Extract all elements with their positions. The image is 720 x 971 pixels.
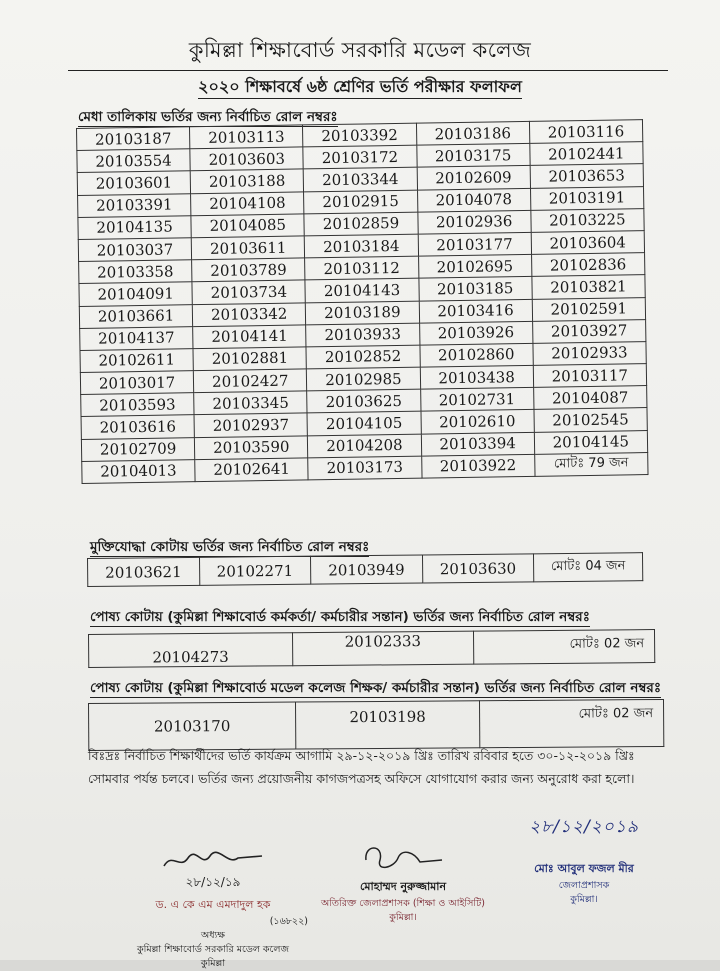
- roll-cell: 20103621: [88, 557, 200, 586]
- roll-cell: 20102852: [306, 345, 420, 369]
- merit-heading-text: মেধা তালিকায় ভর্তির জন্য নির্বাচিত রোল নম্বরঃ: [78, 109, 338, 125]
- roll-cell: 20103625: [307, 389, 421, 413]
- roll-cell: 20104137: [80, 326, 194, 350]
- roll-cell: 20104208: [308, 434, 422, 458]
- table-row: [89, 699, 664, 750]
- roll-cell: 20102836: [531, 253, 645, 277]
- roll-cell: 20102985: [307, 367, 421, 391]
- roll-cell: 20103185: [418, 277, 532, 301]
- roll-cell: 20103593: [81, 393, 195, 417]
- roll-cell: 20104108: [191, 191, 305, 215]
- roll-cell: 20102860: [420, 343, 534, 367]
- roll-cell: 20103391: [78, 193, 192, 217]
- adc-place: কুমিল্লা।: [389, 912, 417, 923]
- college-staff-heading: [90, 677, 661, 700]
- roll-cell: 20103416: [419, 299, 533, 323]
- roll-cell: 20102441: [530, 142, 644, 166]
- roll-cell: 20102333: [292, 631, 473, 666]
- roll-cell: 20103601: [77, 171, 191, 195]
- board-staff-roll-table: [88, 629, 655, 668]
- roll-cell: 20103170: [89, 702, 296, 750]
- roll-cell: 20104087: [533, 386, 647, 410]
- roll-cell: 20103345: [194, 391, 308, 415]
- roll-cell: 20103037: [78, 238, 192, 262]
- roll-cell: 20103604: [531, 231, 645, 255]
- board-staff-heading: [90, 606, 590, 629]
- roll-cell: 20103438: [420, 365, 534, 389]
- roll-cell: 20103789: [192, 258, 306, 282]
- roll-cell: 20103189: [306, 301, 420, 325]
- freedom-fighter-roll-table: [87, 552, 643, 587]
- principal-name: ড. এ কে এম এমদাদুল হক: [155, 898, 271, 911]
- roll-cell: 20103661: [79, 304, 193, 328]
- roll-cell: 20103927: [532, 319, 646, 343]
- roll-cell: 20102427: [194, 369, 308, 393]
- dc-title: জেলাপ্রশাসক: [558, 880, 610, 891]
- roll-cell: 20103173: [308, 456, 422, 480]
- notice-text: বিঃদ্রঃ নির্বাচিত শিক্ষার্থীদের ভর্তি কার্যক্রম আগামি ২৯-১২-২০১৯ খ্রিঃ তারিখ রবিবার হতে ৩০-১২-২০১৯ খ্রিঃ সোমবার পর্যন্ত চলবে। ভর্তির জন্য প্রয়োজনীয় কাগজপত্রসহ অফিসে যোগাযোগ করার জন্য অনুরোধ করা হলো।: [88, 748, 635, 786]
- merit-roll-table: [76, 119, 649, 484]
- roll-cell: 20103175: [416, 144, 530, 168]
- roll-cell: 20102591: [532, 297, 646, 321]
- roll-cell: 20103112: [305, 256, 419, 280]
- dc-name: মোঃ আবুল ফজল মীর: [534, 862, 634, 875]
- principal-org: কুমিল্লা শিক্ষাবোর্ড সরকারি মডেল কলেজ: [137, 944, 289, 955]
- roll-cell: 20102609: [417, 166, 531, 190]
- adc-title: অতিরিক্ত জেলাপ্রশাসক (শিক্ষা ও আইসিটি): [320, 898, 485, 909]
- dc-sign-date: ২৮/১২/২০১৯: [529, 817, 639, 837]
- roll-cell: 20103590: [195, 436, 309, 460]
- roll-cell: 20102545: [534, 408, 648, 432]
- principal-place: কুমিল্লা: [200, 958, 226, 969]
- roll-cell: 20104091: [79, 282, 193, 306]
- roll-cell: 20103394: [421, 432, 535, 456]
- adc-signature-mark: [358, 838, 448, 878]
- roll-cell: 20103116: [529, 120, 643, 144]
- roll-cell: 20103653: [530, 164, 644, 188]
- principal-signature-block: [108, 848, 318, 971]
- roll-cell: 20103187: [77, 127, 191, 151]
- total-cell: মোটঃ 02 জন: [473, 630, 654, 665]
- roll-cell: 20102731: [420, 388, 534, 412]
- roll-cell: 20103188: [190, 169, 304, 193]
- roll-cell: 20103225: [531, 208, 645, 232]
- roll-cell: 20102695: [418, 254, 532, 278]
- roll-cell: 20103186: [416, 121, 530, 145]
- dc-place: কুমিল্লা।: [570, 894, 598, 905]
- roll-cell: 20104135: [78, 215, 192, 239]
- roll-cell: 20103821: [532, 275, 646, 299]
- roll-cell: 20104273: [89, 633, 293, 668]
- roll-cell: 20104143: [305, 278, 419, 302]
- freedom-fighter-heading-text: মুক্তিযোদ্ধা কোটায় ভর্তির জন্য নির্বাচিত রোল নম্বরঃ: [90, 539, 370, 555]
- roll-cell: 20102933: [533, 341, 647, 365]
- roll-cell: 20104105: [307, 412, 421, 436]
- roll-cell: 20103113: [190, 125, 304, 149]
- roll-cell: 20102641: [195, 458, 309, 482]
- roll-cell: 20103603: [190, 147, 304, 171]
- roll-cell: 20103358: [79, 260, 193, 284]
- roll-cell: 20103184: [305, 234, 419, 258]
- dc-signature-block: [494, 814, 674, 907]
- roll-cell: 20102709: [81, 437, 195, 461]
- college-name: কুমিল্লা শিক্ষাবোর্ড সরকারি মডেল কলেজ: [188, 38, 532, 62]
- total-cell: মোটঃ 02 জন: [479, 699, 663, 747]
- college-staff-heading-text: পোষ্য কোটায় (কুমিল্লা শিক্ষাবোর্ড মডেল কলেজ শিক্ষক/ কর্মচারীর সন্তান) ভর্তির জন্য নির্বাচিত রোল নম্বরঃ: [90, 680, 662, 696]
- roll-cell: 20103117: [533, 364, 647, 388]
- table-row: [88, 553, 643, 587]
- roll-cell: 20102936: [417, 210, 531, 234]
- roll-cell: 20103554: [77, 149, 191, 173]
- table-row: [89, 630, 655, 668]
- roll-cell: 20103177: [418, 232, 532, 256]
- board-staff-heading-text: পোষ্য কোটায় (কুমিল্লা শিক্ষাবোর্ড কর্মকর্তা/ কর্মচারীর সন্তান) ভর্তির জন্য নির্বাচিত রোল নম্বরঃ: [90, 609, 590, 625]
- principal-sign-date: ২৮/১২/১৯: [185, 875, 241, 889]
- roll-cell: 20103191: [530, 186, 644, 210]
- roll-cell: 20103172: [303, 145, 417, 169]
- result-title: [0, 74, 720, 101]
- roll-cell: 20103344: [304, 168, 418, 192]
- title-divider: [68, 70, 668, 71]
- principal-code: (১৬৮২২): [269, 916, 308, 927]
- roll-cell: 20103922: [421, 454, 535, 478]
- adc-name: মোহাম্মদ নুরুজ্জামান: [359, 880, 447, 893]
- roll-cell: 20103630: [422, 554, 534, 583]
- roll-cell: 20104141: [193, 325, 307, 349]
- roll-cell: 20103017: [80, 371, 194, 395]
- roll-cell: 20103734: [192, 280, 306, 304]
- roll-cell: 20103342: [192, 302, 306, 326]
- roll-cell: 20103949: [311, 555, 423, 584]
- roll-cell: 20102859: [304, 212, 418, 236]
- roll-cell: 20103616: [81, 415, 195, 439]
- roll-cell: 20103926: [419, 321, 533, 345]
- principal-title: অধ্যক্ষ: [200, 930, 225, 941]
- roll-cell: 20104078: [417, 188, 531, 212]
- roll-cell: 20103933: [306, 323, 420, 347]
- total-cell: মোটঃ 79 জন: [534, 452, 648, 476]
- total-cell: মোটঃ 04 জন: [534, 553, 643, 582]
- roll-cell: 20102611: [80, 349, 194, 373]
- roll-cell: 20103198: [295, 701, 479, 749]
- roll-cell: 20104085: [191, 214, 305, 238]
- adc-signature-block: [318, 838, 488, 925]
- roll-cell: 20103611: [191, 236, 305, 260]
- roll-cell: 20102881: [193, 347, 307, 371]
- roll-cell: 20102915: [304, 190, 418, 214]
- roll-cell: 20104145: [534, 430, 648, 454]
- roll-cell: 20102937: [194, 413, 308, 437]
- roll-cell: 20103392: [303, 123, 417, 147]
- roll-cell: 20102271: [199, 556, 311, 585]
- roll-cell: 20102610: [421, 410, 535, 434]
- result-title-text: ২০২০ শিক্ষাবর্ষে ৬ষ্ঠ শ্রেণির ভর্তি পরীক্ষার ফলাফল: [198, 77, 522, 99]
- roll-cell: 20104013: [82, 459, 196, 483]
- principal-signature-mark: [158, 848, 268, 874]
